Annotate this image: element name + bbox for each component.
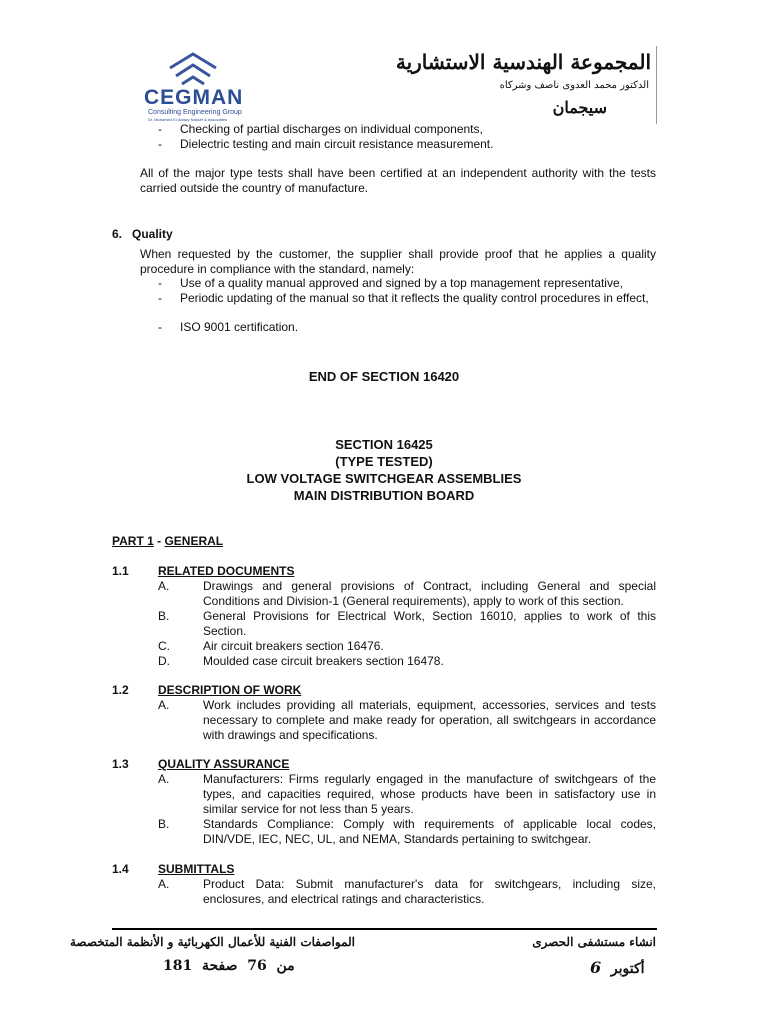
item-letter: C. — [158, 639, 170, 653]
bullet-dash: - — [158, 122, 162, 136]
list-item: Periodic updating of the manual so that it reflects the quality control procedures in effect, — [180, 291, 649, 305]
page-total: 181 — [163, 958, 193, 974]
paragraph: All of the major type tests shall have been certified at an independent authority with the tests carried outside the country of manufacture. — [140, 166, 656, 195]
bullet-dash: - — [158, 276, 162, 290]
clause-title: SUBMITTALS — [158, 862, 235, 876]
section-title-line1: SECTION 16425 — [335, 437, 433, 452]
item-letter: A. — [158, 877, 170, 891]
item-text: Drawings and general provisions of Contract, including General and special Conditions and Division-1 (General requirements), apply to work of this section. — [203, 579, 656, 608]
item-letter: A. — [158, 772, 170, 786]
cegman-subtitle: Consulting Engineering Group — [148, 109, 242, 116]
item-text: Moulded case circuit breakers section 16478. — [203, 654, 444, 668]
item-text: Product Data: Submit manufacturer's data for switchgears, including size, enclosures, and electrical ratings and characteristics. — [203, 877, 656, 906]
section-title-line3: LOW VOLTAGE SWITCHGEAR ASSEMBLIES — [246, 471, 522, 486]
footer-rule — [112, 928, 657, 930]
cegman-wordmark: CEGMAN — [144, 86, 244, 109]
arabic-logo-line1: المجموعة الهندسية الاستشارية — [395, 50, 651, 74]
clause-title: DESCRIPTION OF WORK — [158, 683, 302, 697]
arabic-logo-line3: سيجمان — [552, 98, 607, 117]
clause-number: 1.3 — [112, 757, 129, 771]
item-letter: B. — [158, 817, 170, 831]
arabic-logo-line2: الدكتور محمد العدوى ناصف وشركاه — [499, 80, 649, 91]
item-letter: D. — [158, 654, 170, 668]
part-separator: - — [153, 534, 165, 548]
item-text: Manufacturers: Firms regularly engaged in the manufacture of switchgears of the types, and capacities required, whose products have been in satisfactory use in similar service for not less than 5 years. — [203, 772, 656, 816]
footer-date — [590, 958, 645, 977]
part-label: PART 1 — [112, 534, 154, 548]
date-month: أكتوبر — [610, 961, 645, 977]
cegman-subtitle-2: Dr. Mohamed El Adawy Nassef & Associates — [148, 117, 228, 122]
section-title-line4: MAIN DISTRIBUTION BOARD — [293, 488, 475, 503]
item-letter: B. — [158, 609, 170, 623]
part-heading — [112, 534, 223, 549]
list-item: Dielectric testing and main circuit resistance measurement. — [180, 137, 494, 151]
arabic-logo — [395, 46, 657, 124]
end-of-section: END OF SECTION 16420 — [308, 369, 460, 384]
part-name: GENERAL — [164, 534, 224, 548]
footer-spec-title: المواصفات الفنية للأعمال الكهربائية و الأنظمة المتخصصة — [70, 935, 355, 949]
page-word: صفحة — [201, 958, 238, 974]
footer-project-name: انشاء مستشفى الحصرى — [532, 935, 656, 949]
page-of: من — [276, 958, 295, 974]
logo-divider — [656, 46, 657, 124]
date-num: 6 — [590, 958, 602, 977]
item-letter: A. — [158, 579, 170, 593]
item-text: Standards Compliance: Comply with requirements of applicable local codes, DIN/VDE, IEC, NEC, UL, and NEMA, Standards pertaining to switchgear. — [203, 817, 656, 846]
list-item: ISO 9001 certification. — [180, 320, 299, 334]
section-heading: 6. Quality — [112, 227, 173, 241]
bullet-dash: - — [158, 137, 162, 151]
clause-number: 1.2 — [112, 683, 129, 697]
clause-number: 1.4 — [112, 862, 129, 876]
item-text: Work includes providing all materials, equipment, accessories, services and tests necessary to complete and make ready for operation, all switchgears in accordance with drawings and specifications. — [203, 698, 656, 742]
clause-number: 1.1 — [112, 564, 129, 578]
bullet-dash: - — [158, 320, 162, 334]
clause-title: RELATED DOCUMENTS — [158, 564, 295, 578]
page-num: 76 — [247, 958, 267, 974]
footer-page-number — [163, 958, 295, 974]
item-letter: A. — [158, 698, 170, 712]
bullet-dash: - — [158, 291, 162, 305]
item-text: Air circuit breakers section 16476. — [203, 639, 384, 653]
cegman-logo — [138, 46, 248, 124]
list-item: Checking of partial discharges on individual components, — [180, 122, 483, 136]
list-item: Use of a quality manual approved and signed by a top management representative, — [180, 276, 623, 290]
item-text: General Provisions for Electrical Work, Section 16010, applies to work of this Section. — [203, 609, 656, 638]
clause-title: QUALITY ASSURANCE — [158, 757, 290, 771]
section-title-line2: (TYPE TESTED) — [335, 454, 433, 469]
paragraph: When requested by the customer, the supplier shall provide proof that he applies a quality procedure in compliance with the standard, namely: — [140, 247, 656, 276]
